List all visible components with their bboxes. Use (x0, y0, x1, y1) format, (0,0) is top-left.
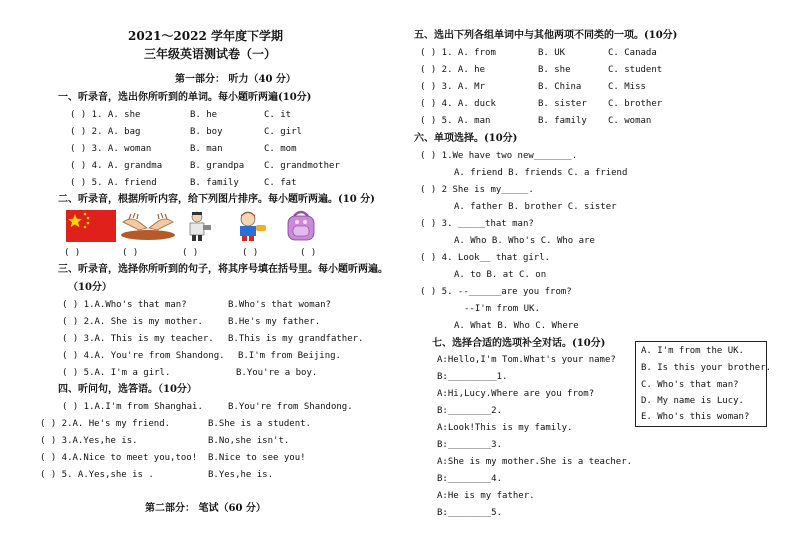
section4-title: 四、听问句，选答语。（10分） (58, 384, 197, 395)
dialogue-line: B:_________1. (437, 372, 508, 382)
question-1-options: A. friend B. friends C. a friend (454, 168, 628, 178)
answer-blank[interactable]: ( ) (122, 248, 139, 258)
option-b: B. UK (538, 48, 566, 58)
option-item: D. My name is Lucy. (641, 396, 744, 406)
option-a: ( ) 3. A. woman (70, 144, 152, 154)
option-b: B. he (190, 110, 218, 120)
option-b: B.I'm from Beijing. (238, 351, 341, 361)
option-a: ( ) 2. A. bag (70, 127, 141, 137)
option-a: ( ) 4. A. duck (420, 99, 496, 109)
option-a: ( ) 2.A. He's my friend. (40, 419, 171, 429)
option-a: ( ) 3.A. This is my teacher. (62, 334, 214, 344)
question-1: ( ) 1.We have two new_______. (420, 151, 578, 161)
option-b: B. China (538, 82, 582, 92)
option-b: B.She is a student. (208, 419, 311, 429)
list-item (70, 162, 370, 172)
part1-title: 第一部分： 听力（40 分） (175, 74, 296, 85)
china-flag-image (66, 210, 116, 242)
dialogue-line: A:She is my mother.She is a teacher. (437, 457, 633, 467)
option-a: ( ) 5. A. man (420, 116, 491, 126)
option-c: C. student (608, 65, 663, 75)
option-item: A. I'm from the UK. (641, 346, 744, 356)
option-a: ( ) 5.A. I'm a girl. (62, 368, 171, 378)
answer-blank[interactable]: ( ) (242, 248, 259, 258)
option-b: B.He's my father. (228, 317, 321, 327)
option-b: B. boy (190, 127, 223, 137)
option-c: C. mom (264, 144, 297, 154)
question-2-options: A. father B. brother C. sister (454, 202, 617, 212)
option-a: ( ) 1. A. from (420, 48, 496, 58)
option-a: ( ) 5. A. friend (70, 178, 157, 188)
question-3-options: A. Who B. Who's C. Who are (454, 236, 595, 246)
option-b: B.Nice to see you! (208, 453, 306, 463)
option-a: ( ) 2. A. he (420, 65, 486, 75)
dialogue-line: B:________2. (437, 406, 503, 416)
title-line-2: 三年级英语测试卷（一） (144, 47, 277, 61)
option-a: ( ) 1.A.Who's that man? (62, 300, 187, 310)
answer-blank[interactable]: ( ) (300, 248, 317, 258)
option-c: C. Canada (608, 48, 657, 58)
option-a: ( ) 1.A.I'm from Shanghai. (62, 402, 203, 412)
list-item (62, 403, 372, 413)
option-a: ( ) 4.A. You're from Shandong. (62, 351, 225, 361)
schoolbag-image (284, 210, 318, 242)
part2-title: 第二部分： 笔试（60 分） (145, 503, 266, 514)
section3-points: （10分） (68, 282, 112, 293)
dialogue-line: B:________3. (437, 440, 503, 450)
list-item (40, 454, 360, 464)
dialogue-line: A:Hello,I'm Tom.What's your name? (437, 355, 616, 365)
option-item: B. Is this your brother. (641, 363, 772, 373)
question-4: ( ) 4. Look__ that girl. (420, 253, 551, 263)
dialogue-line: B:________5. (437, 508, 503, 518)
section3-title: 三、听录音，选择你所听到的句子，将其序号填在括号里。每小题听两遍。 (58, 264, 388, 275)
title-line-1: 2021～2022 学年度下学期 (128, 29, 283, 43)
option-b: B.This is my grandfather. (228, 334, 364, 344)
option-b: B. man (190, 144, 223, 154)
dialogue-line: A:He is my father. (437, 491, 535, 501)
option-c: C. Miss (608, 82, 646, 92)
question-5-options: A. What B. Who C. Where (454, 321, 579, 331)
list-item (40, 471, 360, 481)
option-b: B.You're a boy. (236, 368, 318, 378)
option-b: B.No,she isn't. (208, 436, 290, 446)
question-5: ( ) 5. --______are you from? (420, 287, 572, 297)
option-item: E. Who's this woman? (641, 412, 750, 422)
option-a: ( ) 4. A. grandma (70, 161, 163, 171)
option-b: B. family (190, 178, 239, 188)
option-b: B.You're from Shandong. (228, 402, 353, 412)
section6-title: 六、单项选择。(10分) (414, 133, 518, 144)
picture-answer-blanks (64, 249, 344, 259)
list-item (40, 437, 360, 447)
option-item: C. Who's that man? (641, 380, 739, 390)
option-a: ( ) 1. A. she (70, 110, 141, 120)
option-b: B. she (538, 65, 571, 75)
question-2: ( ) 2 She is my_____. (420, 185, 534, 195)
answer-blank[interactable]: ( ) (182, 248, 199, 258)
list-item (62, 335, 362, 345)
section1-title: 一、听录音，选出你所听到的单词。每小题听两遍(10分) (58, 92, 312, 103)
option-c: C. fat (264, 178, 297, 188)
section7-title: 七、选择合适的选项补全对话。(10分) (432, 338, 606, 349)
list-item (40, 420, 360, 430)
list-item (62, 301, 362, 311)
dialogue-line: A:Look!This is my family. (437, 423, 573, 433)
option-b: B. sister (538, 99, 587, 109)
man-image (185, 210, 213, 242)
option-a: ( ) 3.A.Yes,he is. (40, 436, 138, 446)
list-item (62, 352, 362, 362)
options-box (635, 341, 772, 427)
section2-title: 二、听录音，根据所听内容，给下列图片排序。每小题听两遍。(10 分) (58, 194, 375, 205)
list-item (70, 145, 370, 155)
list-item (70, 128, 370, 138)
option-b: B. grandpa (190, 161, 245, 171)
list-item (420, 66, 670, 76)
list-item (62, 369, 362, 379)
option-b: B.Yes,he is. (208, 470, 274, 480)
dialogue-line: A:Hi,Lucy.Where are you from? (437, 389, 595, 399)
list-item (420, 83, 670, 93)
list-item (420, 100, 670, 110)
handshake-image (119, 210, 177, 242)
dialogue-line: B:________4. (437, 474, 503, 484)
option-c: C. girl (264, 127, 302, 137)
option-c: C. brother (608, 99, 663, 109)
answer-blank[interactable]: ( ) (64, 248, 81, 258)
question-4-options: A. to B. at C. on (454, 270, 547, 280)
option-b: B. family (538, 116, 587, 126)
list-item (70, 179, 370, 189)
list-item (420, 117, 670, 127)
option-a: ( ) 2.A. She is my mother. (62, 317, 203, 327)
boy-image (232, 210, 268, 242)
option-c: C. woman (608, 116, 652, 126)
option-c: C. it (264, 110, 292, 120)
list-item (62, 318, 362, 328)
question-5-reply: --I'm from UK. (464, 304, 540, 314)
section5-title: 五、选出下列各组单词中与其他两项不同类的一项。(10分) (414, 30, 678, 41)
option-a: ( ) 5. A.Yes,she is . (40, 470, 154, 480)
option-b: B.Who's that woman? (228, 300, 331, 310)
list-item (70, 111, 370, 121)
list-item (420, 49, 670, 59)
question-3: ( ) 3. _____that man? (420, 219, 534, 229)
option-a: ( ) 3. A. Mr (420, 82, 486, 92)
option-c: C. grandmother (264, 161, 340, 171)
option-a: ( ) 4.A.Nice to meet you,too! (40, 453, 198, 463)
